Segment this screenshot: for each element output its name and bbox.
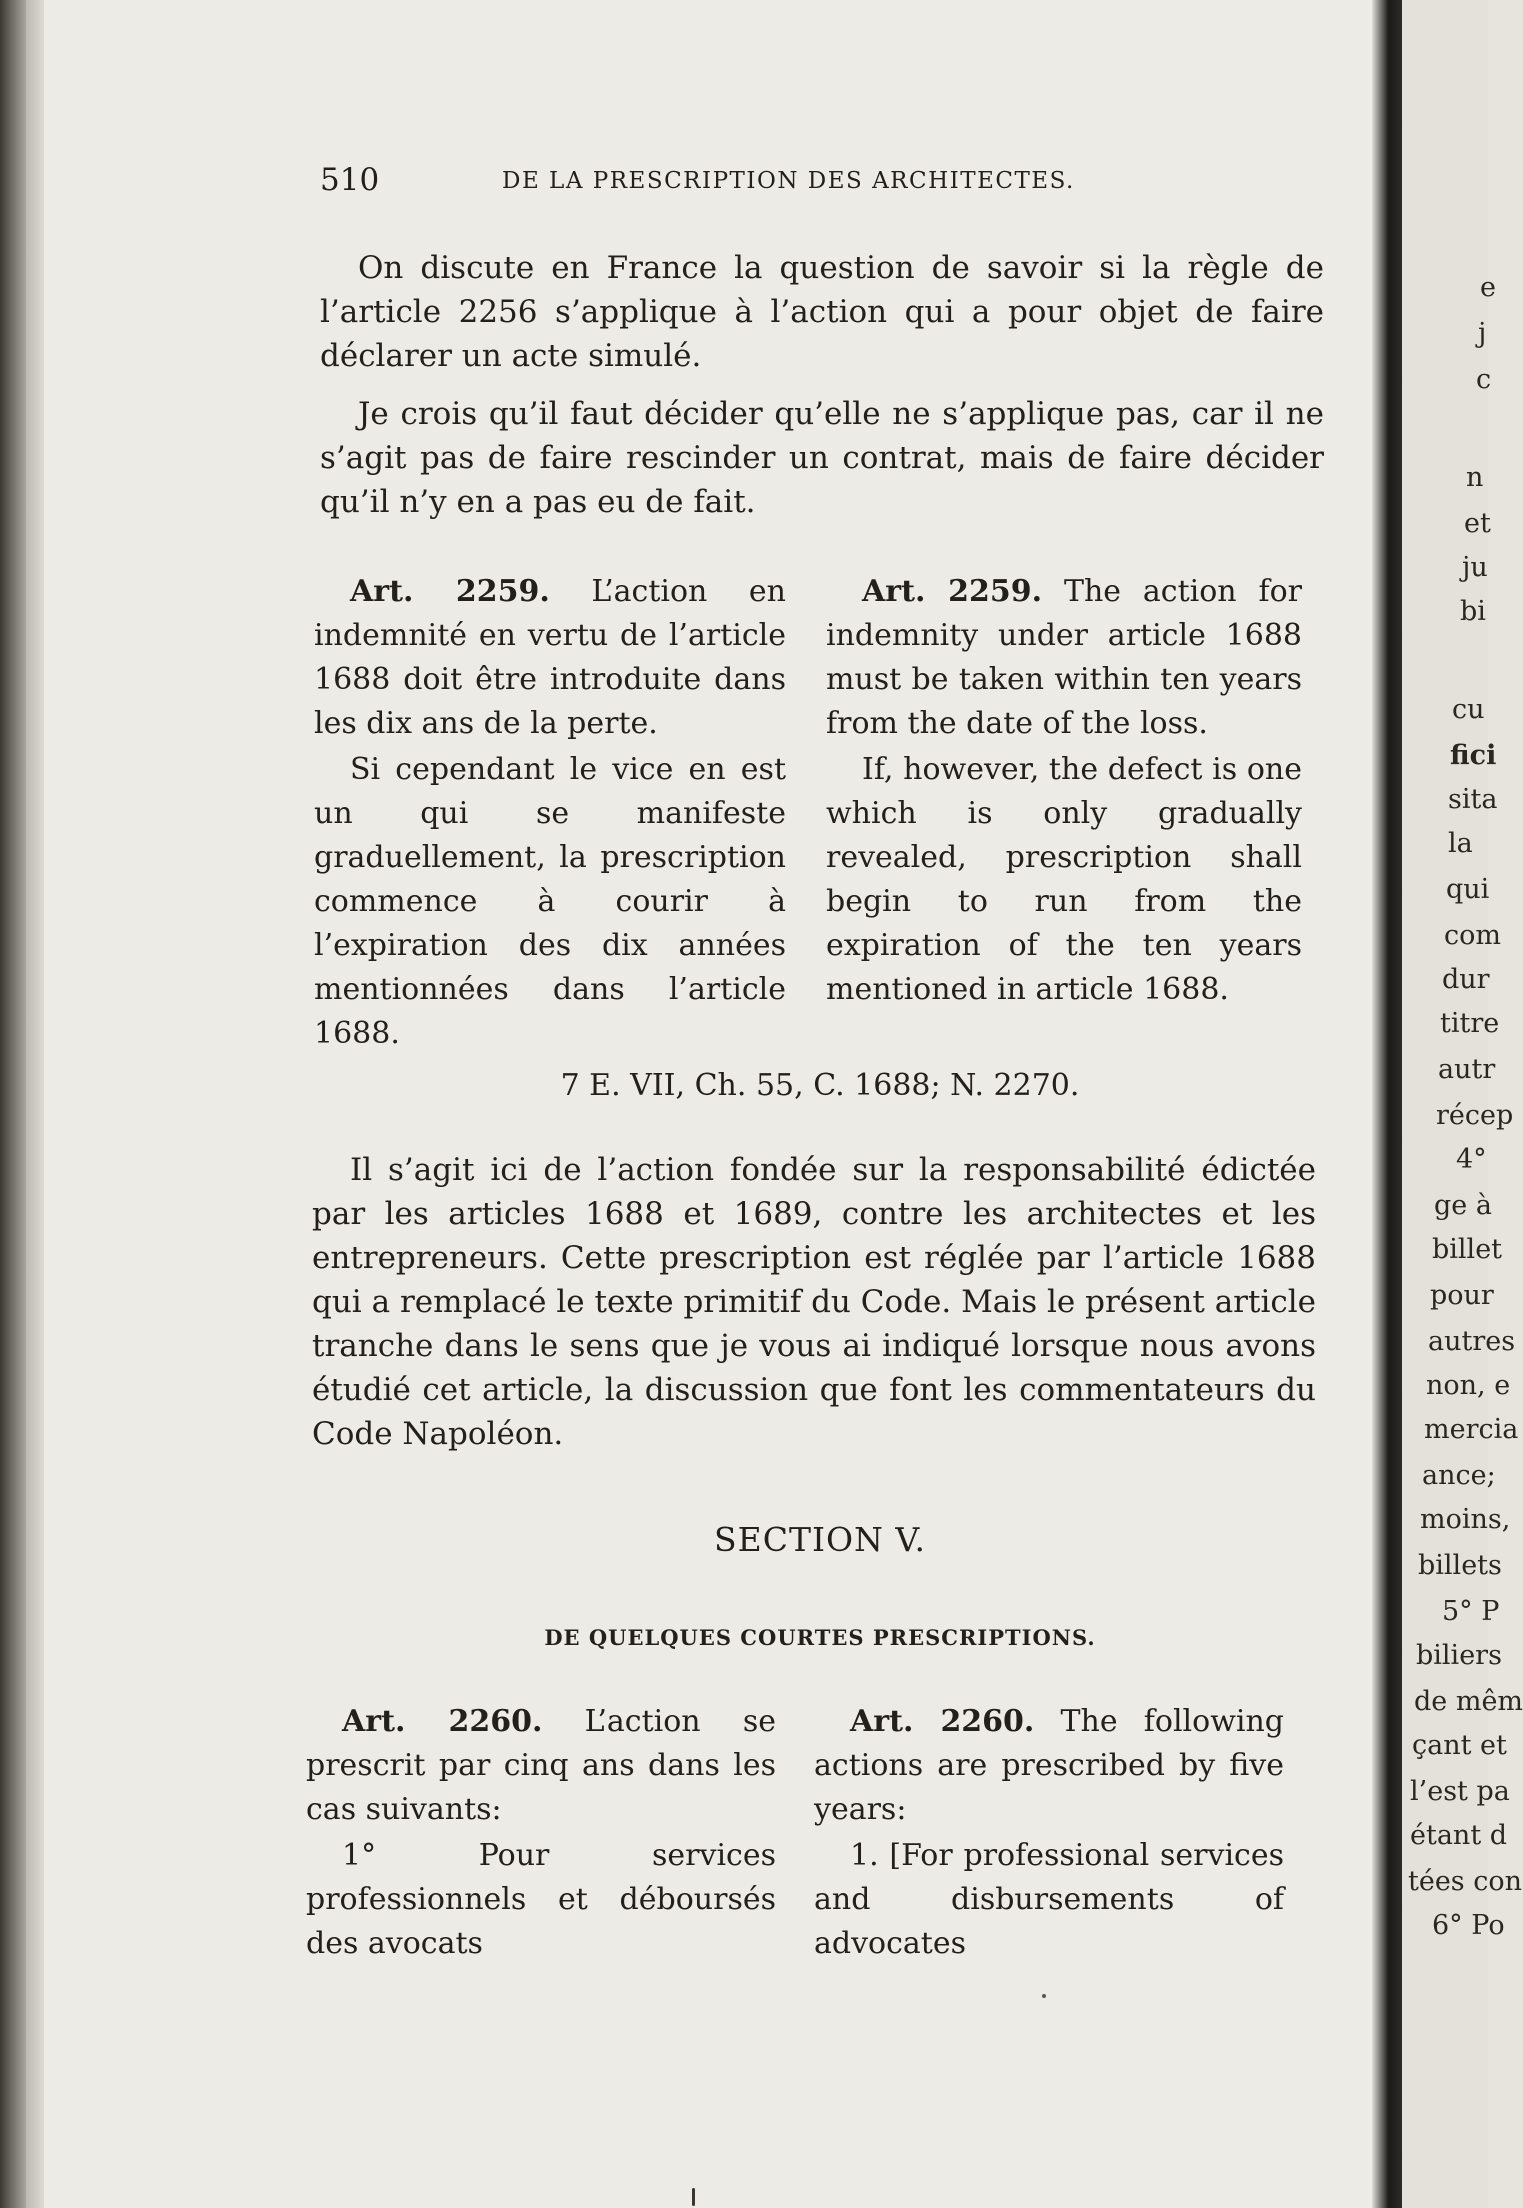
facing-line: 4°	[1456, 1144, 1487, 1175]
article-2260-en-para-1: Art. 2260. The following actions are prescribed by five years:	[814, 1704, 1284, 1827]
facing-line: la	[1448, 828, 1473, 859]
facing-line: 5° P	[1442, 1596, 1500, 1627]
facing-line: 6° Po	[1432, 1910, 1505, 1941]
facing-line: étant d	[1410, 1820, 1508, 1851]
facing-line: de mêm	[1414, 1686, 1523, 1717]
facing-line: j	[1478, 318, 1487, 349]
facing-line: l’est pa	[1410, 1776, 1510, 1807]
facing-line: billet	[1432, 1234, 1503, 1265]
facing-line: billets	[1418, 1550, 1502, 1581]
facing-line: c	[1476, 364, 1492, 395]
article-2259-french	[314, 570, 786, 1058]
facing-line: autr	[1438, 1054, 1496, 1085]
article-2259-fr-para-2: Si cependant le vice en est un qui se manifeste graduellement, la prescription commence à courir à l’expiration des dix années mentionnées dans l’article 1688.	[314, 752, 786, 1051]
article-2259-english	[826, 570, 1302, 1014]
facing-line: bi	[1460, 596, 1486, 627]
facing-line: com	[1444, 920, 1501, 951]
article-2259-en-para-1: Art. 2259. The action for indemnity under article 1688 must be taken within ten years from the date of the loss.	[826, 574, 1302, 741]
article-2260-en-label: Art. 2260.	[850, 1704, 1035, 1739]
intro-paragraph-2: Je crois qu’il faut décider qu’elle ne s’applique pas, car il ne s’agit pas de faire rescinder un contrat, mais de faire décider qu’il n’y en a pas eu de fait.	[320, 396, 1324, 520]
facing-line: biliers	[1416, 1640, 1502, 1671]
running-title: DE LA PRESCRIPTION DES ARCHITECTES.	[502, 168, 1075, 194]
facing-line: titre	[1440, 1008, 1500, 1039]
facing-page	[1402, 0, 1523, 2208]
article-2259-en-label: Art. 2259.	[862, 574, 1043, 609]
facing-line: pour	[1430, 1280, 1494, 1311]
facing-line: ance;	[1422, 1460, 1496, 1491]
article-2260-english	[814, 1700, 1284, 1968]
book-page-stack	[26, 0, 44, 2208]
facing-line: fici	[1450, 740, 1497, 771]
facing-line: ju	[1462, 552, 1488, 583]
facing-line: sita	[1448, 784, 1498, 815]
book-binding-edge	[0, 0, 26, 2208]
section-subheading: DE QUELQUES COURTES PRESCRIPTIONS.	[544, 1625, 1096, 1650]
facing-line: dur	[1442, 964, 1490, 995]
facing-line: ge à	[1434, 1190, 1492, 1221]
facing-line: cu	[1452, 694, 1485, 725]
article-2260-fr-para-1: Art. 2260. L’action se prescrit par cinq ans dans les cas suivants:	[306, 1704, 776, 1827]
page-number: 510	[320, 162, 380, 198]
paper-speck	[692, 2188, 695, 2206]
article-2259-fr-para-1: Art. 2259. L’action en indemnité en vertu de l’article 1688 doit être introduite dans les dix ans de la perte.	[314, 574, 786, 741]
article-2260-en-para-2: 1. [For professional services and disbursements of advocates	[814, 1838, 1284, 1961]
intro-paragraph-1: On discute en France la question de savoir si la règle de l’article 2256 s’applique à l’action qui a pour objet de faire déclarer un acte simulé.	[320, 250, 1324, 374]
facing-line: non, e	[1426, 1370, 1511, 1401]
facing-line: n	[1466, 462, 1484, 493]
article-2260-fr-para-2: 1° Pour services professionnels et déboursés des avocats	[306, 1838, 776, 1961]
book-gutter	[1372, 0, 1402, 2208]
facing-line: qui	[1446, 874, 1490, 905]
facing-line: tées con	[1408, 1866, 1523, 1897]
facing-line: autres	[1428, 1326, 1516, 1357]
facing-line: çant et	[1412, 1730, 1507, 1761]
legislative-reference: 7 E. VII, Ch. 55, C. 1688; N. 2270.	[560, 1068, 1080, 1103]
paper-speck	[1042, 1994, 1046, 1998]
facing-line: e	[1480, 272, 1496, 303]
facing-line: et	[1464, 508, 1491, 539]
facing-line: mercia	[1424, 1414, 1519, 1445]
facing-line: moins,	[1420, 1504, 1511, 1535]
article-2260-french	[306, 1700, 776, 1968]
facing-line: récep	[1436, 1100, 1514, 1131]
article-2259-fr-label: Art. 2259.	[350, 574, 550, 609]
article-2259-en-para-2: If, however, the defect is one which is only gradually revealed, prescription shall begin to run from the expiration of the ten years mentioned in article 1688.	[826, 752, 1302, 1007]
section-heading: SECTION V.	[714, 1520, 926, 1559]
article-2260-fr-label: Art. 2260.	[342, 1704, 543, 1739]
commentary-paragraph: Il s’agit ici de l’action fondée sur la responsabilité édictée par les articles 1688 et 1689, contre les architectes et les entrepreneurs. Cette prescription est réglée par l’article 1688 qui a remplacé le texte primitif du Code. Mais le présent article tranche dans le sens que je vous ai indiqué lorsque nous avons étudié cet article, la discussion que font les commentateurs du Code Napoléon.	[312, 1152, 1316, 1452]
